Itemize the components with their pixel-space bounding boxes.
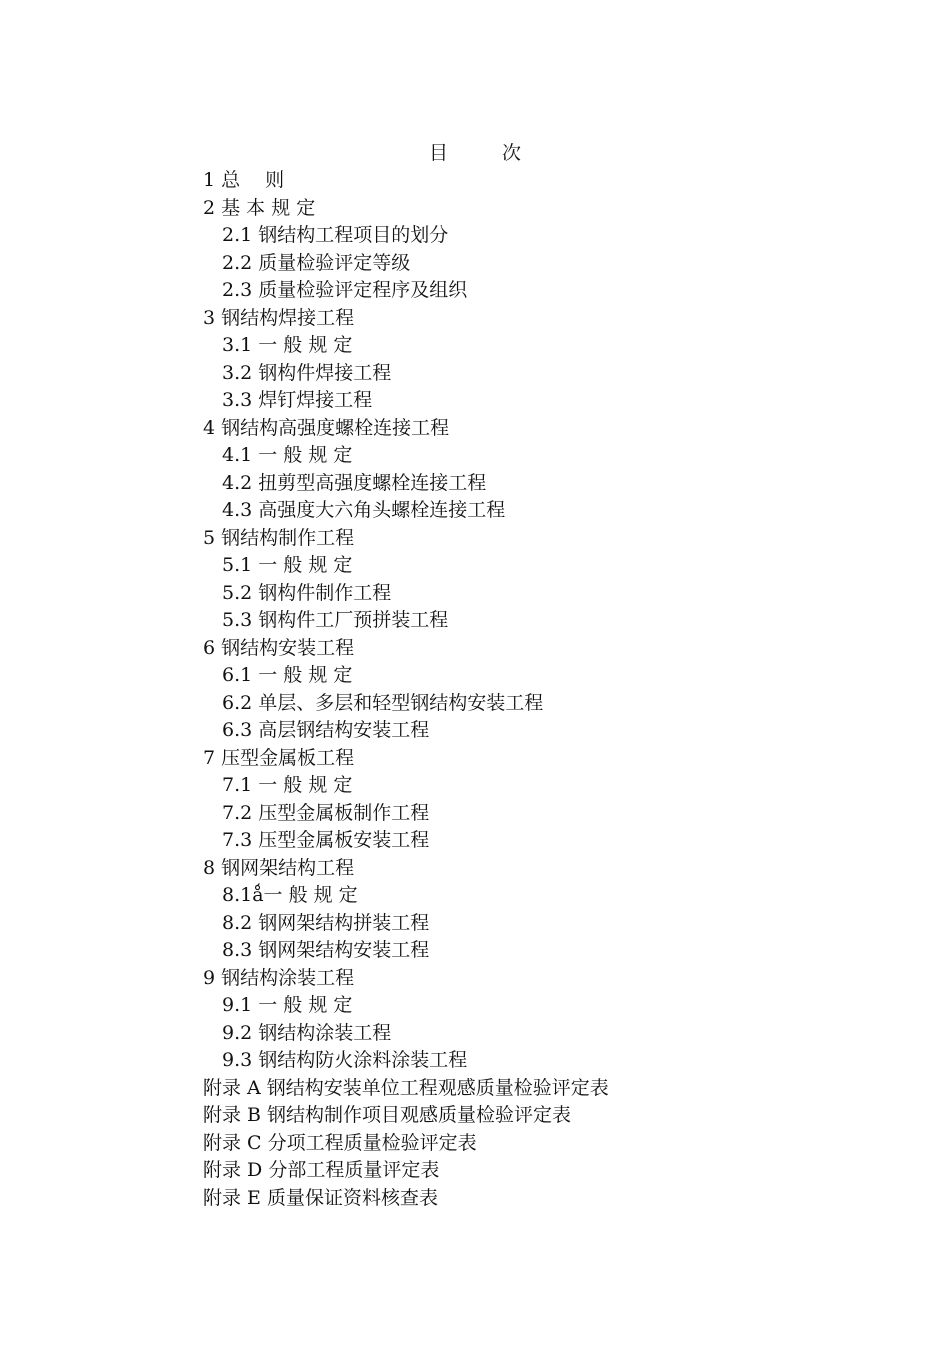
toc-chapter-entry: 附录 D 分部工程质量评定表: [203, 1159, 440, 1181]
toc-subsection-entry: 2.3 质量检验评定程序及组织: [222, 279, 468, 301]
toc-subsection-entry: 8.1ǻ一 般 规 定: [222, 884, 358, 906]
toc-subsection-entry: 6.3 高层钢结构安装工程: [222, 719, 430, 741]
toc-chapter-entry: 1 总 则: [203, 169, 285, 191]
toc-subsection-entry: 3.1 一 般 规 定: [222, 334, 353, 356]
toc-chapter-entry: 5 钢结构制作工程: [203, 526, 355, 549]
toc-title: 目 次: [428, 142, 546, 164]
toc-subsection-entry: 5.1 一 般 规 定: [222, 554, 353, 576]
toc-subsection-entry: 2.2 质量检验评定等级: [222, 251, 411, 274]
toc-chapter-entry: 4 钢结构高强度螺栓连接工程: [203, 416, 450, 439]
toc-subsection-entry: 4.3 高强度大六角头螺栓连接工程: [222, 499, 506, 521]
table-of-contents: [203, 167, 609, 1212]
toc-subsection-entry: 7.2 压型金属板制作工程: [222, 801, 430, 824]
toc-subsection-entry: 4.1 一 般 规 定: [222, 444, 353, 466]
toc-chapter-entry: 6 钢结构安装工程: [203, 636, 355, 659]
toc-subsection-entry: 5.2 钢构件制作工程: [222, 581, 392, 604]
toc-chapter-entry: 3 钢结构焊接工程: [203, 306, 355, 329]
toc-chapter-entry: 附录 E 质量保证资料核查表: [203, 1186, 438, 1209]
toc-subsection-entry: 7.1 一 般 规 定: [222, 774, 353, 796]
toc-subsection-entry: 9.1 一 般 规 定: [222, 994, 353, 1016]
toc-chapter-entry: 2 基 本 规 定: [203, 196, 316, 219]
toc-subsection-entry: 9.3 钢结构防火涂料涂装工程: [222, 1049, 468, 1071]
toc-chapter-entry: 8 钢网架结构工程: [203, 856, 355, 879]
toc-chapter-entry: 附录 A 钢结构安装单位工程观感质量检验评定表: [203, 1076, 609, 1099]
toc-chapter-entry: 附录 C 分项工程质量检验评定表: [203, 1131, 477, 1154]
toc-subsection-entry: 8.3 钢网架结构安装工程: [222, 939, 430, 961]
toc-chapter-entry: 附录 B 钢结构制作项目观感质量检验评定表: [203, 1104, 572, 1126]
toc-subsection-entry: 2.1 钢结构工程项目的划分: [222, 224, 449, 246]
toc-subsection-entry: 3.2 钢构件焊接工程: [222, 361, 392, 384]
toc-subsection-entry: 6.2 单层、多层和轻型钢结构安装工程: [222, 691, 544, 714]
toc-chapter-entry: 7 压型金属板工程: [203, 746, 355, 769]
toc-subsection-entry: 7.3 压型金属板安装工程: [222, 829, 430, 851]
toc-subsection-entry: 6.1 一 般 规 定: [222, 664, 353, 686]
toc-subsection-entry: 8.2 钢网架结构拼装工程: [222, 911, 430, 934]
toc-subsection-entry: 5.3 钢构件工厂预拼装工程: [222, 609, 449, 631]
toc-subsection-entry: 4.2 扭剪型高强度螺栓连接工程: [222, 471, 487, 494]
toc-subsection-entry: 3.3 焊钉焊接工程: [222, 389, 373, 411]
toc-subsection-entry: 9.2 钢结构涂装工程: [222, 1021, 392, 1044]
toc-chapter-entry: 9 钢结构涂装工程: [203, 966, 355, 989]
